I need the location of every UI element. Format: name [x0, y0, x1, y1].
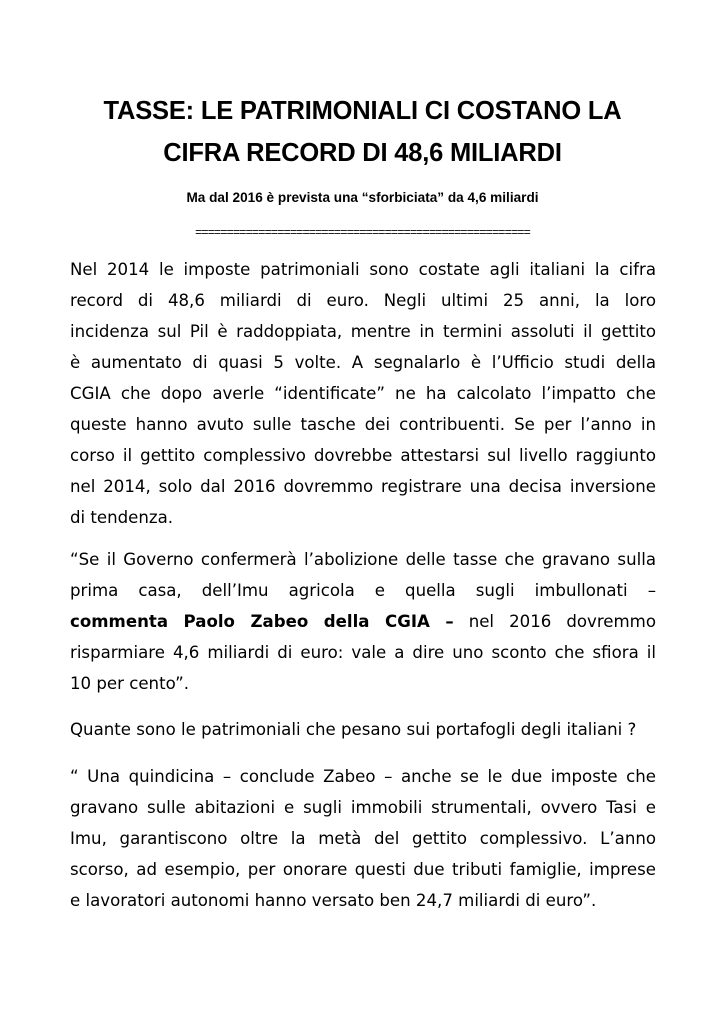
text-line: gravano sulle abitazioni e sugli immobili strumentali, ovvero Tasi e	[70, 798, 656, 817]
text-line: Nel 2014 le imposte patrimoniali sono costate agli italiani la cifra	[70, 260, 656, 279]
text-line: è aumentato di quasi 5 volte. A segnalarlo è l’Ufficio studi della	[70, 353, 656, 372]
title-line: TASSE: LE PATRIMONIALI CI COSTANO LA	[103, 97, 622, 125]
text-line: scorso, ad esempio, per onorare questi due tributi famiglie, imprese	[70, 860, 656, 879]
paragraph-4	[70, 761, 656, 916]
bold-attribution: commenta Paolo Zabeo della CGIA –	[70, 612, 454, 631]
text-line: CGIA che dopo averle “identificate” ne ha calcolato l’impatto che	[70, 384, 656, 403]
text-line: e lavoratori autonomi hanno versato ben 24,7 miliardi di euro”.	[70, 891, 597, 910]
paragraph-2	[70, 544, 656, 699]
paragraph-3	[70, 714, 656, 745]
text-line: Quante sono le patrimoniali che pesano sui portafogli degli italiani ?	[70, 720, 637, 739]
document-title	[40, 90, 685, 174]
text-line: record di 48,6 miliardi di euro. Negli ultimi 25 anni, la loro	[70, 291, 656, 310]
paragraph-1	[70, 254, 656, 533]
text-line: Imu, garantiscono oltre la metà del gettito complessivo. L’anno	[70, 829, 656, 848]
title-line: CIFRA RECORD DI 48,6 MILIARDI	[163, 139, 562, 167]
text-line: nel 2014, solo dal 2016 dovremmo registrare una decisa inversione	[70, 477, 656, 496]
text-line: queste hanno avuto sulle tasche dei contribuenti. Se per l’anno in	[70, 415, 656, 434]
text-fragment: nel 2016 dovremmo	[453, 612, 656, 631]
text-line: corso il gettito complessivo dovrebbe attestarsi sul livello raggiunto	[70, 446, 656, 465]
text-line: “ Una quindicina – conclude Zabeo – anche se le due imposte che	[70, 767, 656, 786]
document-subtitle: Ma dal 2016 è prevista una “sforbiciata” da 4,6 miliardi	[186, 190, 539, 205]
text-line: “Se il Governo confermerà l’abolizione delle tasse che gravano sulla	[70, 550, 656, 569]
text-line: risparmiare 4,6 miliardi di euro: vale a dire uno sconto che sfiora il	[70, 643, 656, 662]
text-line: incidenza sul Pil è raddoppiata, mentre in termini assoluti il gettito	[70, 322, 656, 341]
text-line: 10 per cento”.	[70, 674, 190, 693]
separator-line: =====================================================	[195, 225, 530, 239]
text-line: prima casa, dell’Imu agricola e quella sugli imbullonati –	[70, 581, 656, 600]
text-line-mixed	[70, 606, 656, 637]
text-line: di tendenza.	[70, 508, 174, 527]
